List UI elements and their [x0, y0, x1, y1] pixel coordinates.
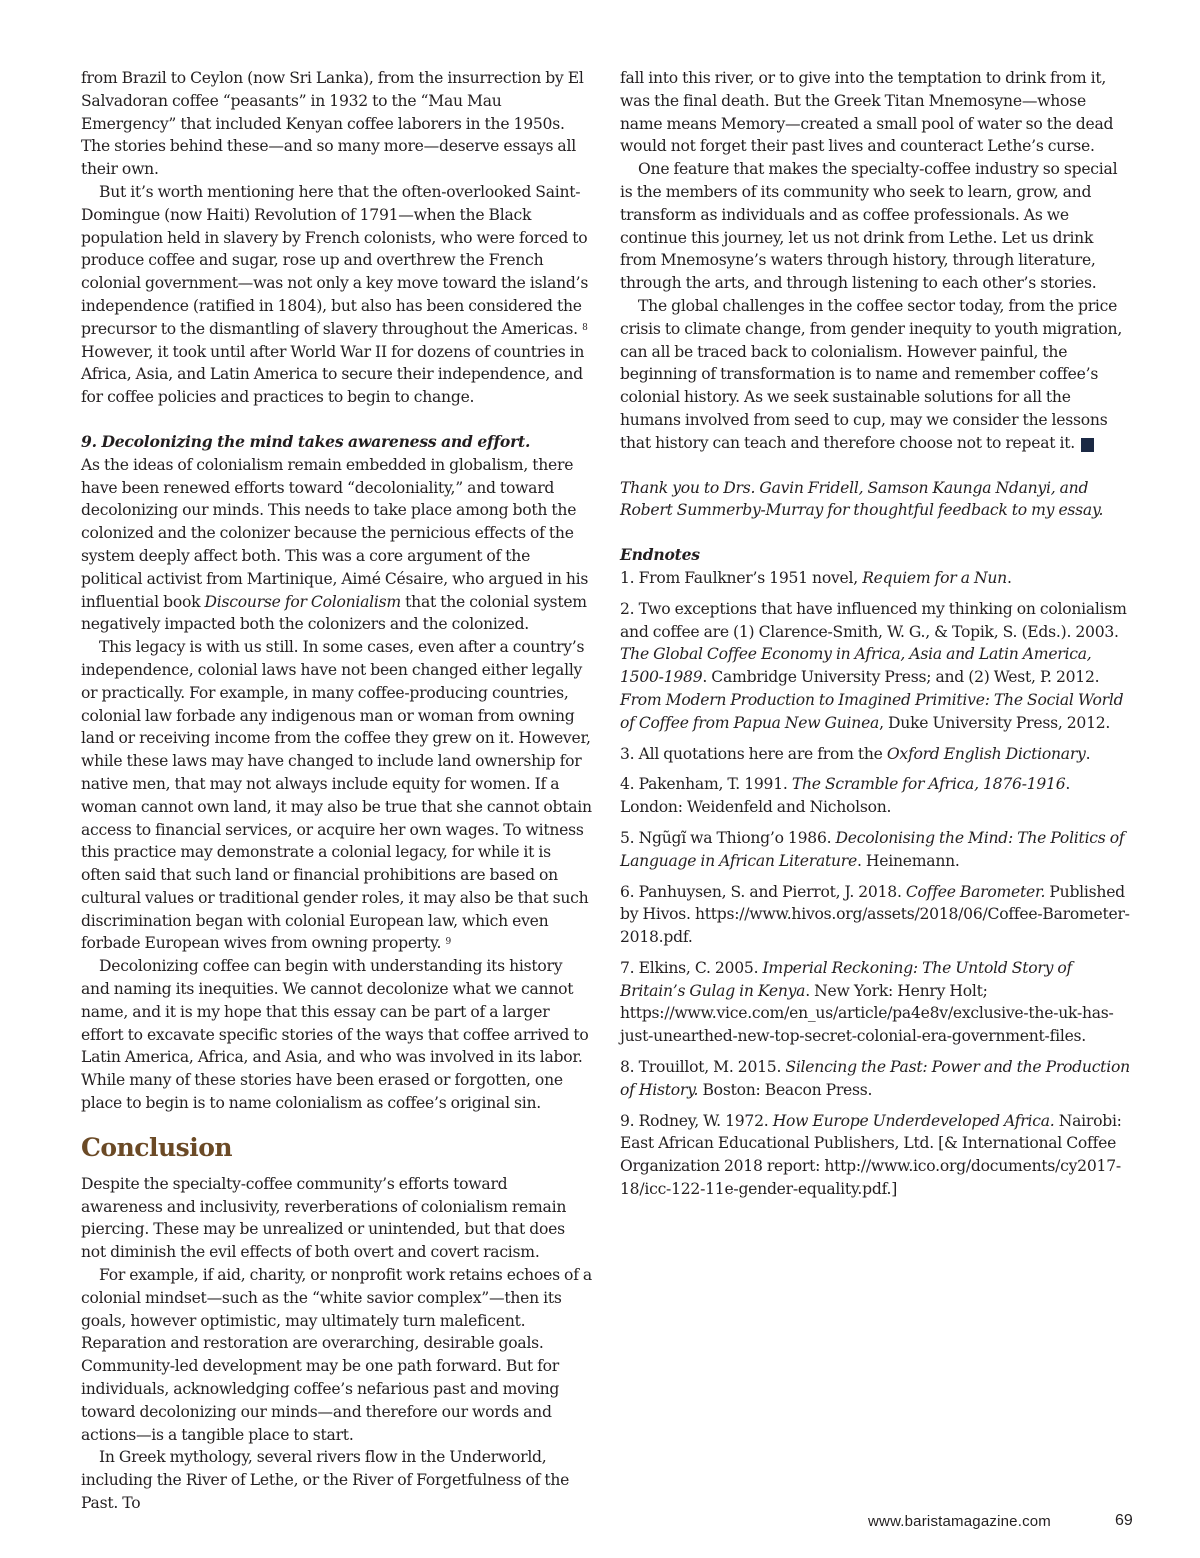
conclusion-heading: Conclusion	[81, 1132, 233, 1162]
naming-paragraph: Decolonizing coffee can begin with understanding its history and naming its inequities. We cannot decolonize what we cannot name, and it is my hope that this essay can be part of a larger effort to excavate specific stories of the ways that coffee arrived to Latin America, Africa, and Asia, and who was involved in its labor. While many of these stories have been erased or forgotten, one place to begin is to name colonialism as coffee’s original sin.	[81, 957, 589, 1113]
end-of-article-icon: b	[1081, 438, 1094, 452]
decolonize-text-end: that the colonial system negatively impacted both the colonizers and the colonized.	[81, 592, 587, 634]
endnote-8: 8. Trouillot, M. 2015. Silencing the Past: Power and the Production of History. Boston: Beacon Press.	[620, 1058, 1130, 1099]
endnotes-title: Endnotes	[620, 545, 700, 565]
acknowledgements: Thank you to Drs. Gavin Fridell, Samson Kaunga Ndanyi, and Robert Summerby-Murray for thoughtful feedback to my essay.	[620, 478, 1104, 520]
lethe-paragraph: fall into this river, or to give into the temptation to drink from it, was the final death. But the Greek Titan Mnemosyne—whose name means Memory—created a small pool of water so the dead would not forget their past lives and counteract Lethe’s curse.	[620, 69, 1114, 156]
challenges-text: The global challenges in the coffee sector today, from the price crisis to climate change, from gender inequity to youth migration, can all be traced back to colonialism. However painful, the beginning of transformation is to name and remember coffee’s colonial history. As we seek sustainable solutions for all the humans involved from seed to cup, may we consider the lessons that history can teach and therefore choose not to repeat it.	[620, 296, 1123, 452]
endnote-7: 7. Elkins, C. 2005. Imperial Reckoning: The Untold Story of Britain’s Gulag in Kenya. New York: Henry Holt; https://www.vice.com/en_us/article/pa4e8v/exclusive-the-uk-has-just-unearthed-new-top-secret-colonial-era-government-files.	[620, 958, 1114, 1046]
endnote-3: 3. All quotations here are from the Oxford English Dictionary.	[620, 744, 1091, 763]
section-heading: 9. Decolonizing the mind takes awareness and effort.	[81, 431, 531, 451]
conclusion-paragraph-1: Despite the specialty-coffee community’s efforts toward awareness and inclusivity, reverberations of colonialism remain piercing. These may be unrealized or unintended, but that does not diminish the evil effects of both overt and covert racism.	[81, 1174, 567, 1262]
page-number: 69	[1115, 1512, 1133, 1529]
conclusion-paragraph-3: In Greek mythology, several rivers flow in the Underworld, including the River of Lethe, or the River of Forgetfulness of the Past. To	[81, 1448, 570, 1513]
endnote-1: 1. From Faulkner’s 1951 novel, Requiem for a Nun.	[620, 568, 1012, 587]
book-title: Discourse for Colonialism	[204, 592, 401, 611]
endnote-9: 9. Rodney, W. 1972. How Europe Underdeveloped Africa. Nairobi: East African Educational Publishers, Ltd. [& International Coffee Organization 2018 report: http://www.ico.org/documents/cy2017-18/icc-122-11e-gender-equality.pdf.]	[620, 1111, 1122, 1199]
challenges-paragraph	[620, 295, 1132, 455]
intro-paragraph: from Brazil to Ceylon (now Sri Lanka), from the insurrection by El Salvadoran coffee “peasants” in 1932 to the “Mau Mau Emergency” that included Kenyan coffee laborers in the 1950s. The stories behind these—and so many more—deserve essays all their own.	[81, 69, 584, 179]
endnote-6: 6. Panhuysen, S. and Pierrot, J. 2018. Coffee Barometer. Published by Hivos. https://www.hivos.org/assets/2018/06/Coffee-Barometer-2018.pdf.	[620, 882, 1130, 947]
haiti-paragraph-end: However, it took until after World War II for dozens of countries in Africa, Asia, and Latin America to secure their independence, and for coffee policies and practices to begin to change.	[81, 342, 585, 407]
decolonize-paragraph	[81, 454, 593, 636]
decolonize-text-start: As the ideas of colonialism remain embedded in globalism, there have been renewed efforts toward “decoloniality,” and toward decolonizing our minds. This needs to take place among both the colonized and the colonizer because the pernicious effects of the system deeply affect both. This was a core argument of the political activist from Martinique, Aimé Césaire, who argued in his influential book	[81, 455, 589, 611]
left-column	[81, 67, 593, 1515]
endnote-2: 2. Two exceptions that have influenced my thinking on colonialism and coffee are (1) Clarence-Smith, W. G., & Topik, S. (Eds.). 2003. The Global Coffee Economy in Africa, Asia and Latin America, 1500-1989. Cambridge University Press; and (2) West, P. 2012. From Modern Production to Imagined Primitive: The Social World of Coffee from Papua New Guinea, Duke University Press, 2012.	[620, 599, 1127, 732]
endnote-4: 4. Pakenham, T. 1991. The Scramble for Africa, 1876-1916. London: Weidenfeld and Nicholson.	[620, 775, 1071, 817]
legacy-text: This legacy is with us still. In some cases, even after a country’s independence, colonial laws have not been changed either legally or practically. For example, in many coffee-producing countries, colonial law forbade any indigenous man or woman from owning land or receiving income from the coffee they grew on it. However, while these laws may have changed to include land ownership for native men, that may not always include equity for women. If a woman cannot own land, it may also be true that she cannot obtain access to financial services, or acquire her own wages. To witness this practice may demonstrate a colonial legacy, for while it is often said that such land or financial prohibitions are based on cultural values or traditional gender roles, it may also be that such discrimination began with colonial European law, which even forbade European wives from owning property.	[81, 638, 592, 953]
endnotes-list	[620, 567, 1132, 1201]
footer-website: www.baristamagazine.com	[868, 1513, 1052, 1530]
conclusion-paragraph-2: For example, if aid, charity, or nonprofit work retains echoes of a colonial mindset—such as the “white savior complex”—then its goals, however optimistic, may ultimately turn maleficent. Reparation and restoration are overarching, desirable goals. Community-led development may be one path forward. But for individuals, acknowledging coffee’s nefarious past and moving toward decolonizing our minds—and therefore our words and actions—is a tangible place to start.	[81, 1266, 592, 1444]
community-paragraph: One feature that makes the specialty-coffee industry so special is the members of its community who seek to learn, grow, and transform as individuals and as coffee professionals. As we continue this journey, let us not drink from Lethe. Let us drink from Mnemosyne’s waters through history, through literature, through the arts, and through listening to each other’s stories.	[620, 160, 1118, 293]
haiti-paragraph-text: But it’s worth mentioning here that the often-overlooked Saint- Domingue (now Haiti) Revolution of 1791—when the Black population held in slavery by French colonists, who were forced to produce coffee and sugar, rose up and overthrew the French colonial government—was not only a key move toward the island’s independence (ratified in 1804), but also has been considered the precursor to the dismantling of slavery throughout the Americas.	[81, 182, 589, 338]
footnote-ref-8: 8	[582, 322, 588, 333]
legacy-paragraph	[81, 636, 593, 955]
footnote-ref-9: 9	[445, 937, 451, 948]
endnote-5: 5. Ngũgĩ wa Thiong’o 1986. Decolonising the Mind: The Politics of Language in African Literature. Heinemann.	[620, 828, 1125, 870]
right-column	[620, 67, 1132, 1209]
haiti-paragraph	[81, 181, 593, 409]
